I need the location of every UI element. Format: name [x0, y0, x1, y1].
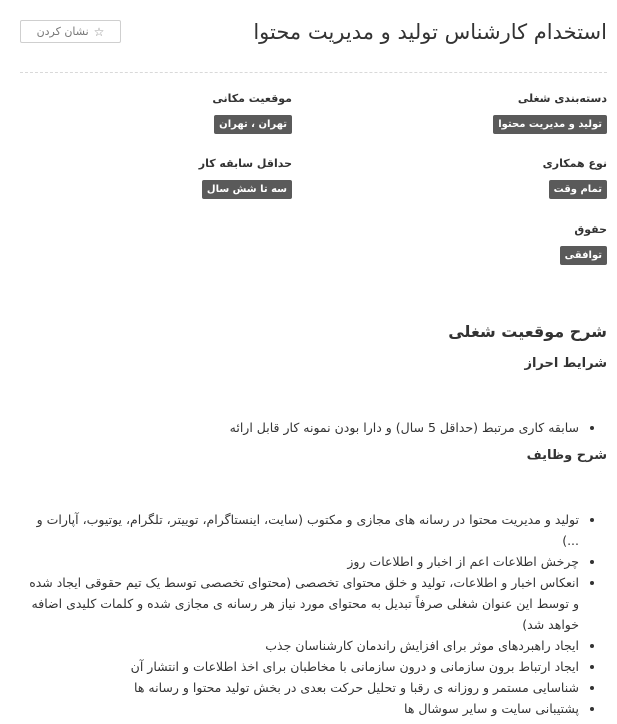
bookmark-button[interactable]: [20, 20, 121, 43]
attr-salary-label: حقوق: [574, 223, 607, 236]
duties-list: [20, 509, 607, 719]
attr-category: [493, 92, 607, 134]
attr-location-label: موقعیت مکانی: [212, 92, 292, 105]
attr-category-tag[interactable]: تولید و مدیریت محتوا: [493, 115, 607, 134]
attr-contract: [543, 157, 607, 199]
attr-location-tag[interactable]: تهران ، تهران: [214, 115, 292, 134]
attr-experience-tag[interactable]: سه تا شش سال: [202, 180, 292, 199]
list-item: • ایجاد راهبردهای موثر برای افزایش راندمان کارشناسان جذب: [20, 635, 579, 656]
job-header: [20, 14, 607, 60]
attr-salary-tag[interactable]: توافقی: [560, 246, 607, 265]
attr-contract-tag[interactable]: تمام وقت: [549, 180, 607, 199]
header-divider: [20, 72, 607, 73]
list-item: • شناسایی مستمر و روزانه ی رقبا و تحلیل حرکت بعدی در بخش تولید محتوا و رسانه ها: [20, 677, 579, 698]
list-item: • تولید و مدیریت محتوا در رسانه های مجازی و مکتوب (سایت، اینستاگرام، توییتر، تلگرام، یوتیوب، آپارات و ...): [20, 509, 579, 551]
list-item: • پشتیبانی سایت و سایر سوشال ها: [20, 698, 579, 719]
attr-category-label: دسته‌بندی شغلی: [517, 92, 607, 105]
list-item: • انعکاس اخبار و اطلاعات، تولید و خلق محتوای تخصصی (محتوای تخصصی توسط یک تیم حقوقی ایجاد شده و توسط این عنوان شغلی صرفاً تبدیل به محتوای مورد نیاز هر رسانه ی مجازی شده و کلمات کلیدی اضافه خواهد شد): [20, 572, 579, 635]
requirements-title: شرایط احراز: [524, 356, 607, 371]
attr-salary: [560, 223, 607, 265]
star-icon: ☆: [93, 24, 105, 39]
list-item: • سابقه کاری مرتبط (حداقل 5 سال) و دارا بودن نمونه کار قابل ارائه: [20, 417, 579, 438]
attr-contract-label: نوع همکاری: [542, 157, 607, 170]
duties-title: شرح وظایف: [526, 448, 607, 463]
list-item: • ایجاد ارتباط برون سازمانی و درون سازمانی با مخاطبان برای اخذ اطلاعات و انتشار آن: [20, 656, 579, 677]
requirements-list: [20, 417, 607, 438]
attr-experience-label: حداقل سابقه کار: [198, 157, 292, 170]
job-title: استخدام کارشناس تولید و مدیریت محتوا: [253, 20, 607, 44]
description-title: شرح موقعیت شغلی: [448, 322, 607, 341]
list-item: • چرخش اطلاعات اعم از اخبار و اطلاعات روز: [20, 551, 579, 572]
attr-location: [212, 92, 292, 134]
attr-experience: [199, 157, 292, 199]
bookmark-label: نشان کردن: [36, 25, 89, 38]
